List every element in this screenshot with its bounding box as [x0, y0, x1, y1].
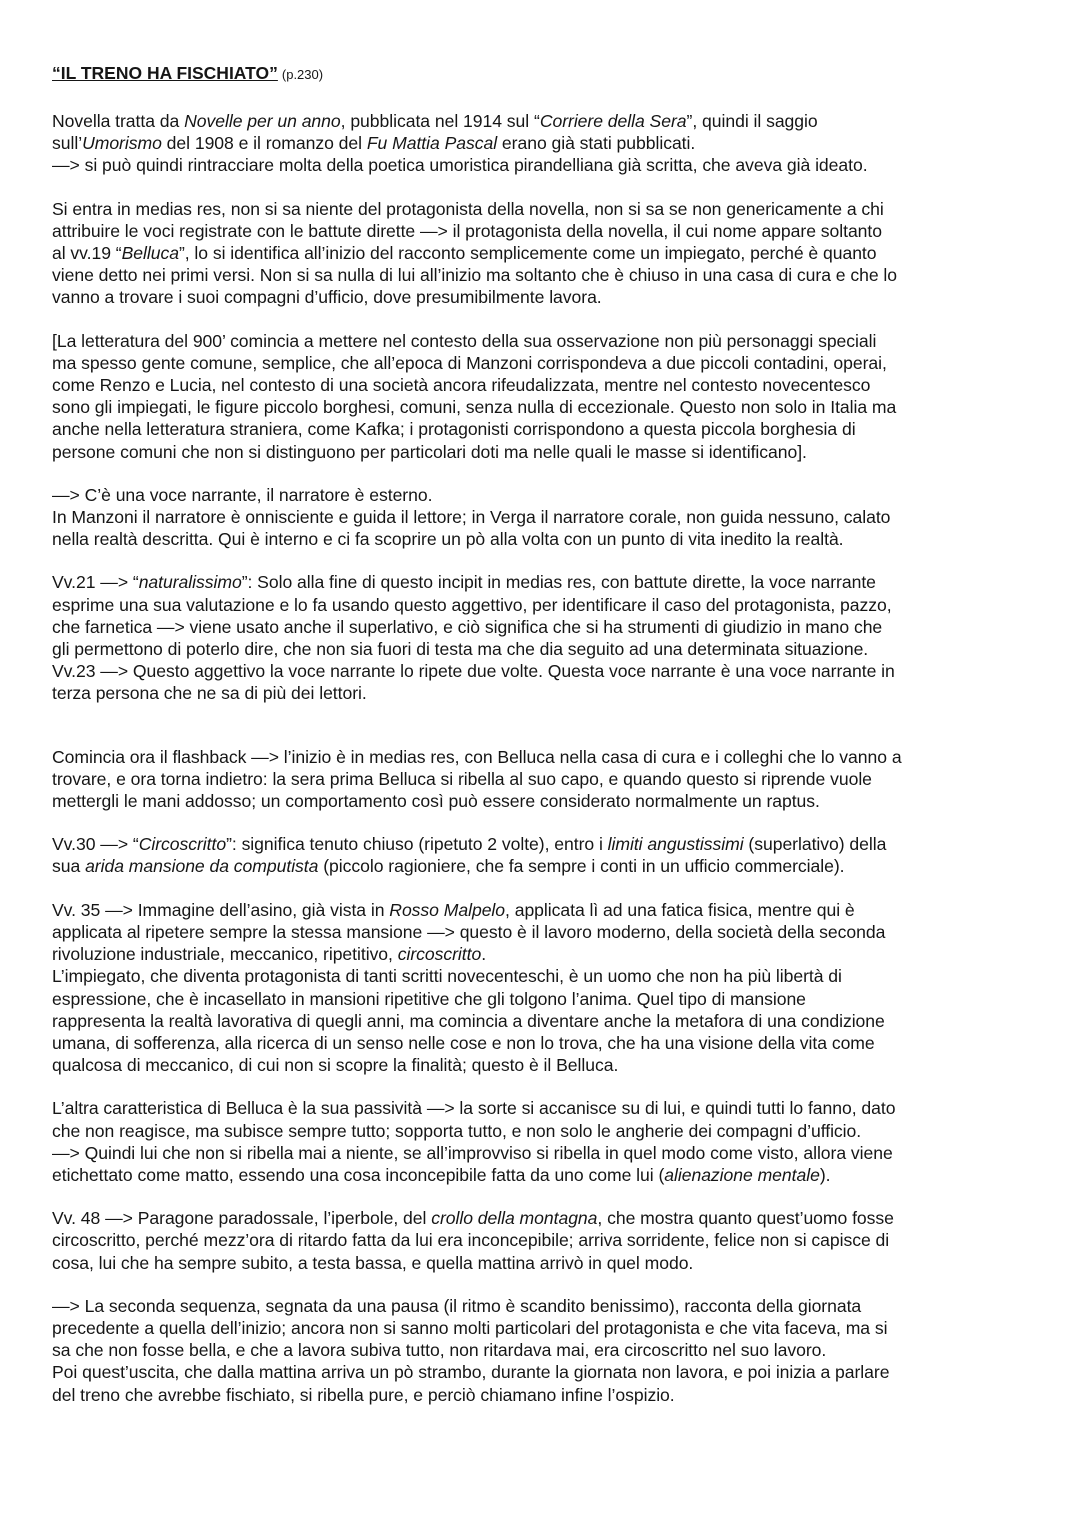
document-title: “IL TRENO HA FISCHIATO”: [52, 63, 278, 83]
text-run: sa che non fosse bella, e che a lavora subiva tutto, non ritardava mai, era circoscritto nel suo lavoro.: [52, 1340, 827, 1361]
text-line: [52, 682, 1037, 704]
italic-text: limiti angustissimi: [607, 834, 744, 855]
text-line: [52, 1384, 1037, 1406]
text-run: che farnetica —> viene usato anche il superlativo, e ciò significa che si ha strumenti di giudizio in mano che: [52, 616, 883, 637]
text-run: ”, lo si identifica all’inizio del racconto semplicemente come un impiegato, perché è quanto: [178, 243, 877, 264]
text-run: ”, quindi il saggio: [686, 111, 818, 131]
italic-text: Umorismo: [82, 133, 162, 154]
text-line: [52, 441, 1037, 463]
italic-text: Belluca: [121, 243, 179, 264]
text-line: [52, 1252, 1037, 1274]
text-line: [52, 965, 1037, 987]
paragraph: [52, 1097, 1037, 1186]
text-line: [52, 660, 1037, 682]
text-run: rappresenta la realtà lavorativa di quegli anni, ma comincia a diventare anche la metafora di una condizione: [52, 1010, 885, 1031]
italic-text: Fu Mattia Pascal: [366, 133, 498, 154]
text-run: Novella tratta da: [52, 111, 185, 131]
text-run: , pubblicata nel 1914 sul “: [340, 111, 540, 131]
text-run: Vv. 48 —> Paragone paradossale, l’iperbole, del: [52, 1208, 432, 1229]
text-run: circoscritto, perché mezz’ora di ritardo fatta da lui era inconcepibile; arriva sorridente, felice non si capisce di: [52, 1230, 890, 1251]
text-run: terza persona che ne sa di più dei lettori.: [52, 683, 367, 704]
title-line: [52, 62, 1037, 86]
text-line: [52, 1164, 1037, 1186]
text-run: sull’: [52, 133, 83, 154]
text-line: [52, 1361, 1037, 1383]
paragraph: [52, 571, 1037, 704]
text-run: Vv.21 —> “: [52, 572, 139, 593]
text-run: In Manzoni il narratore è onnisciente e guida il lettore; in Verga il narratore corale, non guida nessuno, calato: [52, 507, 891, 528]
text-run: cosa, lui che ha sempre subito, a testa bassa, e quella mattina arrivò in quel modo.: [52, 1252, 694, 1273]
text-line: [52, 1032, 1037, 1054]
text-line: [52, 1010, 1037, 1032]
text-line: [52, 899, 1037, 921]
document-page: [52, 62, 1037, 1427]
text-run: L’altra caratteristica di Belluca è la sua passività —> la sorte si accanisce su di lui, e quindi tutti lo fanno, dato: [52, 1098, 896, 1119]
text-line: [52, 330, 1037, 352]
text-run: mettergli le mani addosso; un comportamento così può essere considerato normalmente un raptus.: [52, 791, 820, 812]
text-run: —> C’è una voce narrante, il narratore è esterno.: [52, 484, 433, 505]
text-line: [52, 264, 1037, 286]
text-line: [52, 1054, 1037, 1076]
text-line: [52, 198, 1037, 220]
text-line: [52, 1295, 1037, 1317]
text-run: qualcosa di meccanico, di cui non si scopre la finalità; questo è il Belluca.: [52, 1055, 619, 1076]
text-line: [52, 484, 1037, 506]
text-run: ”: Solo alla fine di questo incipit in medias res, con battute dirette, la voce narrante: [241, 572, 876, 593]
paragraph: [52, 484, 1037, 551]
text-line: [52, 1120, 1037, 1142]
text-line: [52, 506, 1037, 528]
text-run: , applicata lì ad una fatica fisica, mentre qui è: [505, 899, 855, 920]
text-run: [La letteratura del 900’ comincia a mettere nel contesto della sua osservazione non più personaggi speciali: [52, 330, 877, 351]
text-run: del 1908 e il romanzo del: [161, 133, 367, 154]
text-line: [52, 616, 1037, 638]
text-run: viene detto nei primi versi. Non si sa nulla di lui all’inizio ma soltanto che è chiuso in una casa di cura e che lo: [52, 265, 898, 286]
text-line: [52, 943, 1037, 965]
text-line: [52, 746, 1037, 768]
text-line: [52, 396, 1037, 418]
italic-text: Corriere della Sera: [539, 111, 687, 131]
text-run: del treno che avrebbe fischiato, si ribella pure, e perciò chiamano infine l’ospizio.: [52, 1384, 675, 1405]
text-run: erano già stati pubblicati.: [497, 133, 696, 154]
text-run: espressione, che è incasellato in mansioni ripetitive che gli tolgono l’anima. Quel tipo di mansione: [52, 988, 806, 1009]
text-line: [52, 571, 1037, 593]
text-run: (superlativo) della: [743, 834, 887, 855]
paragraph: [52, 899, 1037, 1077]
paragraph: [52, 746, 1037, 813]
text-run: attribuire le voci registrate con le battute dirette —> il protagonista della novella, il cui nome appare soltanto: [52, 220, 882, 241]
text-line: [52, 594, 1037, 616]
text-run: rivoluzione industriale, meccanico, ripetitivo,: [52, 944, 398, 965]
text-run: Comincia ora il flashback —> l’inizio è in medias res, con Belluca nella casa di cura e i colleghi che lo vanno a: [52, 746, 902, 767]
text-run: come Renzo e Lucia, nel contesto di una società ancora rifeudalizzata, mentre nel contesto novecentesco: [52, 375, 871, 396]
text-line: [52, 220, 1037, 242]
text-run: L’impiegato, che diventa protagonista di tanti scritti novecenteschi, è un uomo che non ha più libertà di: [52, 966, 842, 987]
text-line: [52, 1229, 1037, 1251]
text-line: [52, 110, 1037, 132]
text-run: Vv.30 —> “: [52, 834, 139, 855]
text-run: persone comuni che non si distinguono per particolari doti ma nelle quali le masse si identificano].: [52, 441, 807, 462]
paragraph: [52, 1295, 1037, 1406]
italic-text: crollo della montagna: [431, 1208, 598, 1229]
text-line: [52, 374, 1037, 396]
text-run: Vv. 35 —> Immagine dell’asino, già vista in: [52, 899, 390, 920]
text-run: precedente a quella dell’inizio; ancora non si sanno molti particolari del protagonista e che vita faceva, ma si: [52, 1317, 888, 1338]
text-line: [52, 988, 1037, 1010]
text-run: gli permettono di poterlo dire, che non sia fuori di testa ma che dia seguito ad una determinata situazione.: [52, 639, 869, 660]
text-line: [52, 1097, 1037, 1119]
text-run: che non reagisce, ma subisce sempre tutto; sopporta tutto, e non solo le angherie dei compagni d’ufficio.: [52, 1120, 862, 1141]
text-line: [52, 132, 1037, 154]
text-run: ).: [819, 1164, 831, 1185]
text-line: [52, 1317, 1037, 1339]
text-run: nella realtà descritta. Qui è interno e ci fa scoprire un pò alla volta con un punto di vita inedito la realtà.: [52, 529, 844, 550]
text-line: [52, 242, 1037, 264]
text-run: Poi quest’uscita, che dalla mattina arriva un pò strambo, durante la giornata non lavora, e poi inizia a parlare: [52, 1362, 890, 1383]
text-line: [52, 833, 1037, 855]
italic-text: arida mansione da computista: [85, 856, 319, 877]
text-line: [52, 1339, 1037, 1361]
text-run: , che mostra quanto quest’uomo fosse: [597, 1208, 894, 1229]
body-text: [52, 110, 1037, 1406]
text-run: esprime una sua valutazione e lo fa usando questo aggettivo, per identificare il caso del protagonista, pazzo,: [52, 594, 892, 615]
italic-text: alienazione mentale: [664, 1164, 820, 1185]
text-run: sua: [52, 856, 86, 877]
text-run: —> La seconda sequenza, segnata da una pausa (il ritmo è scandito benissimo), racconta della giornata: [52, 1295, 862, 1316]
text-run: al vv.19 “: [52, 243, 122, 264]
paragraph: [52, 833, 1037, 877]
text-line: [52, 790, 1037, 812]
text-run: (piccolo ragioniere, che fa sempre i conti in un ufficio commerciale).: [318, 856, 845, 877]
page-reference: (p.230): [281, 67, 324, 82]
text-line: [52, 855, 1037, 877]
paragraph: [52, 198, 1037, 309]
text-line: [52, 638, 1037, 660]
paragraph: [52, 330, 1037, 463]
text-line: [52, 154, 1037, 176]
text-run: ma spesso gente comune, semplice, che all’epoca di Manzoni corrispondeva a due piccoli contadini, operai,: [52, 352, 887, 373]
text-run: vanno a trovare i suoi compagni d’ufficio, dove presumibilmente lavora.: [52, 287, 602, 308]
text-run: etichettato come matto, essendo una cosa inconcepibile fatta da uno come lui (: [52, 1164, 665, 1185]
italic-text: circoscritto: [397, 944, 482, 965]
italic-text: Circoscritto: [138, 834, 227, 855]
text-line: [52, 1207, 1037, 1229]
text-run: applicata al ripetere sempre la stessa mansione —> questo è il lavoro moderno, della società della seconda: [52, 921, 886, 942]
text-run: umana, di sofferenza, alla ricerca di un senso nelle cose e non lo trova, che ha una visione della vita come: [52, 1032, 875, 1053]
text-line: [52, 418, 1037, 440]
text-line: [52, 768, 1037, 790]
text-line: [52, 352, 1037, 374]
text-run: Si entra in medias res, non si sa niente del protagonista della novella, non si sa se non genericamente a chi: [52, 198, 884, 219]
text-run: —> si può quindi rintracciare molta della poetica umoristica pirandelliana già scritta, che aveva già ideato.: [52, 155, 868, 176]
text-line: [52, 528, 1037, 550]
text-run: sono gli impiegati, le figure piccolo borghesi, comuni, senza nulla di eccezionale. Questo non solo in Italia ma: [52, 397, 897, 418]
text-line: [52, 921, 1037, 943]
italic-text: Rosso Malpelo: [389, 899, 506, 920]
italic-text: Novelle per un anno: [184, 111, 341, 131]
paragraph: [52, 1207, 1037, 1274]
text-run: —> Quindi lui che non si ribella mai a niente, se all’improvviso si ribella in quel modo come visto, allora viene: [52, 1142, 893, 1163]
text-run: Vv.23 —> Questo aggettivo la voce narrante lo ripete due volte. Questa voce narrante è una voce narrante in: [52, 661, 895, 682]
text-run: .: [481, 944, 487, 965]
italic-text: naturalissimo: [138, 572, 242, 593]
text-run: anche nella letteratura straniera, come Kafka; i protagonisti corrispondono a questa piccola borghesia di: [52, 419, 856, 440]
text-line: [52, 1142, 1037, 1164]
text-line: [52, 286, 1037, 308]
text-run: ”: significa tenuto chiuso (ripetuto 2 volte), entro i: [226, 834, 608, 855]
text-run: trovare, e ora torna indietro: la sera prima Belluca si ribella al suo capo, e quando questo si riprende vuole: [52, 768, 872, 789]
paragraph: [52, 110, 1037, 177]
